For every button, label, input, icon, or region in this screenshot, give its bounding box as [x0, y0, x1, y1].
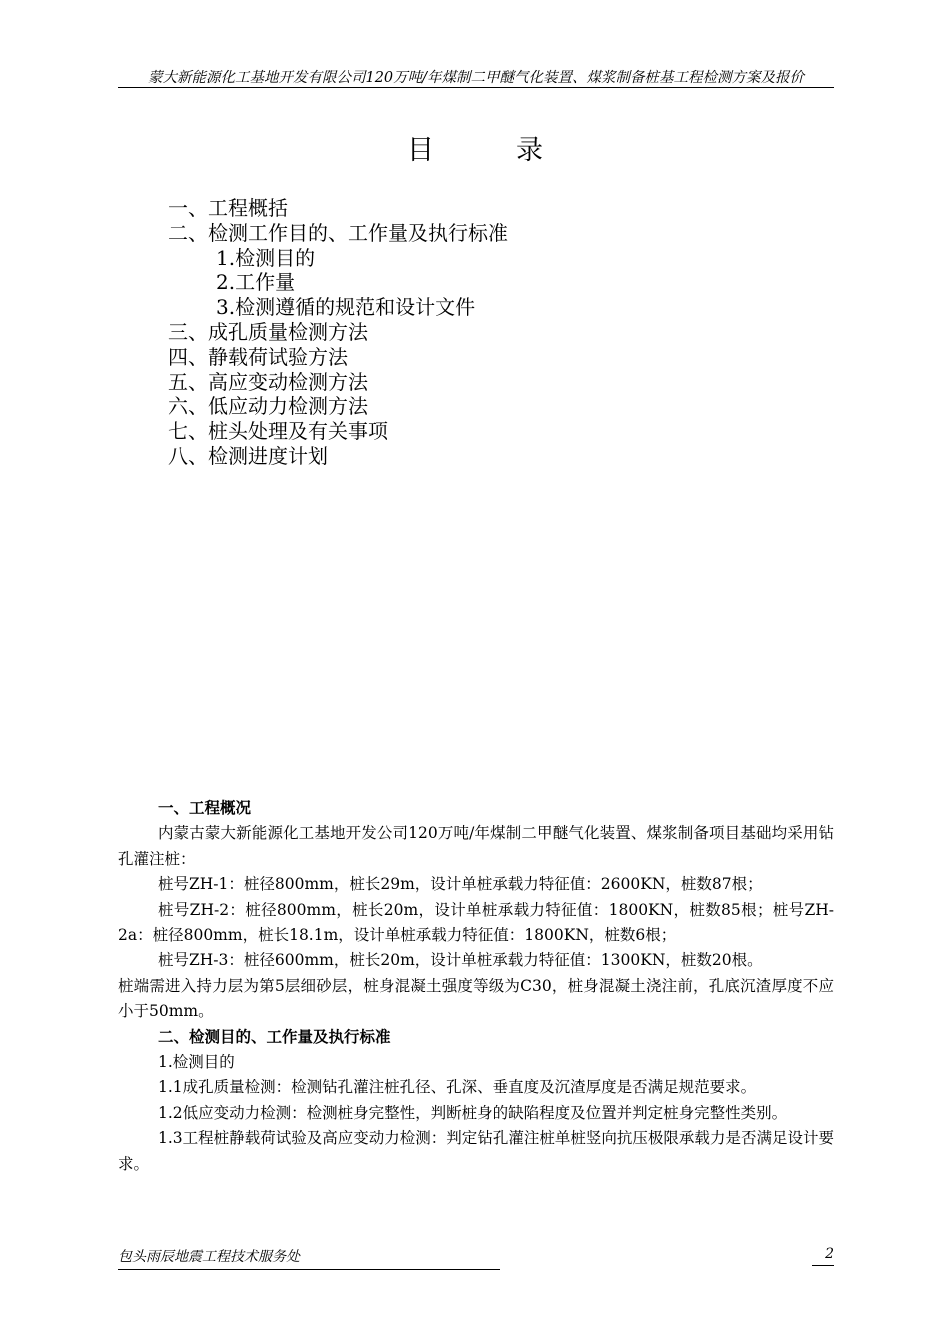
- toc-subitem[interactable]: 2.工作量: [216, 270, 296, 295]
- paragraph-static-load: 1.3工程桩静载荷试验及高应变动力检测：判定钻孔灌注桩单桩竖向抗压极限承载力是否满足设计要求。: [118, 1129, 834, 1173]
- toc-subitem[interactable]: 1.检测目的: [216, 245, 316, 270]
- toc-title-left: 目: [407, 135, 434, 166]
- document-body: [118, 796, 834, 1177]
- table-of-contents: [168, 196, 508, 469]
- paragraph-low-strain: 1.2低应变动力检测：检测桩身完整性，判断桩身的缺陷程度及位置并判定桩身完整性类别。: [158, 1103, 788, 1122]
- toc-item[interactable]: 六、低应动力检测方法: [168, 394, 368, 419]
- toc-item[interactable]: 一、工程概括: [168, 196, 288, 220]
- toc-title: [0, 128, 950, 167]
- footer-company: 包头雨辰地震工程技术服务处: [118, 1246, 500, 1270]
- page-number: 2: [812, 1246, 834, 1266]
- toc-subitem[interactable]: 3.检测遵循的规范和设计文件: [216, 295, 476, 320]
- running-header: 蒙大新能源化工基地开发有限公司120万吨/年煤制二甲醚气化装置、煤浆制备桩基工程检测方案及报价: [147, 70, 805, 86]
- paragraph-bearing-layer: 桩端需进入持力层为第5层细砂层，桩身混凝土强度等级为C30，桩身混凝土浇注前，孔底沉渣厚度不应小于50mm。: [118, 976, 834, 1021]
- paragraph-pile-zh3: 桩号ZH-3：桩径600mm，桩长20m，设计单桩承载力特征值：1300KN，桩数20根。: [158, 951, 763, 970]
- paragraph-project-intro: 内蒙古蒙大新能源化工基地开发公司120万吨/年煤制二甲醚气化装置、煤浆制备项目基础均采用钻孔灌注桩：: [118, 824, 834, 868]
- toc-item[interactable]: 三、成孔质量检测方法: [168, 319, 368, 344]
- section-heading-overview: 一、工程概况: [158, 799, 252, 817]
- toc-item[interactable]: 八、检测进度计划: [168, 443, 328, 468]
- header-rule: [118, 87, 834, 88]
- paragraph-purpose-title: 1.检测目的: [158, 1053, 235, 1072]
- toc-title-right: 录: [516, 135, 543, 166]
- toc-item[interactable]: 二、检测工作目的、工作量及执行标准: [168, 220, 508, 245]
- toc-item[interactable]: 四、静载荷试验方法: [168, 344, 348, 369]
- paragraph-pile-zh1: 桩号ZH-1：桩径800mm，桩长29m，设计单桩承载力特征值：2600KN，桩数87根；: [158, 875, 763, 894]
- paragraph-pile-zh2: 桩号ZH-2：桩径800mm，桩长20m，设计单桩承载力特征值：1800KN，桩数85根；桩号ZH-2a：桩径800mm，桩长18.1m，设计单桩承载力特征值：1800KN，桩数6根；: [118, 900, 834, 945]
- paragraph-hole-quality: 1.1成孔质量检测：检测钻孔灌注桩孔径、孔深、垂直度及沉渣厚度是否满足规范要求。: [158, 1078, 757, 1097]
- toc-item[interactable]: 五、高应变动检测方法: [168, 369, 368, 394]
- toc-item[interactable]: 七、桩头处理及有关事项: [168, 419, 388, 444]
- section-heading-purpose: 二、检测目的、工作量及执行标准: [158, 1027, 391, 1046]
